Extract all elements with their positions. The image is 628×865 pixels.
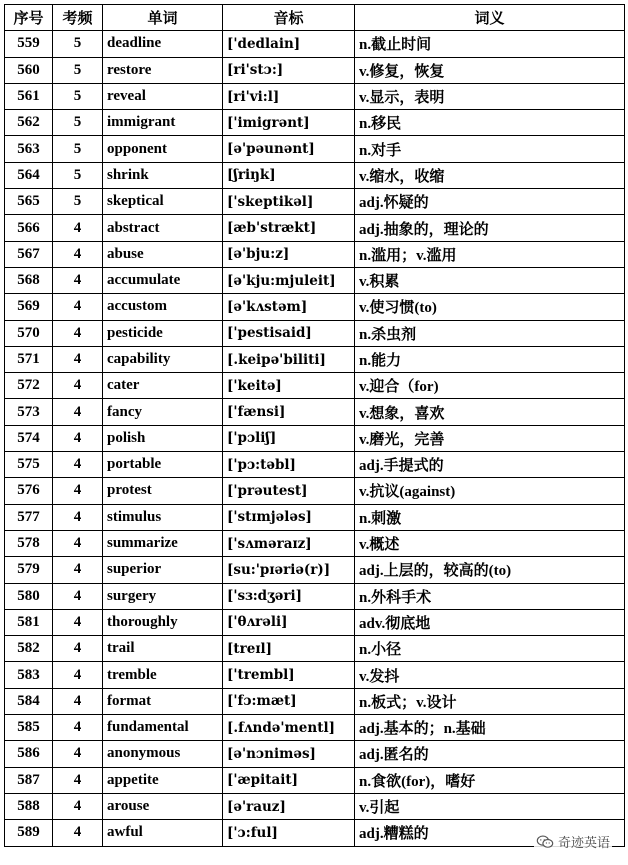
row-frequency: 4 [53,557,103,583]
row-frequency: 4 [53,688,103,714]
row-number: 559 [5,31,53,57]
table-row [5,636,625,662]
row-number: 562 [5,110,53,136]
row-frequency: 4 [53,636,103,662]
row-frequency: 4 [53,320,103,346]
row-frequency: 4 [53,373,103,399]
row-frequency: 4 [53,241,103,267]
row-meaning: v.磨光，完善 [355,425,625,451]
row-number: 578 [5,530,53,556]
row-number: 585 [5,715,53,741]
row-meaning: n.杀虫剂 [355,320,625,346]
row-number: 588 [5,793,53,819]
table-row [5,57,625,83]
row-word: thoroughly [103,609,223,635]
row-number: 574 [5,425,53,451]
row-word: trail [103,636,223,662]
table-body [5,31,625,846]
table-row [5,583,625,609]
row-phonetic: ['stɪmjələs] [223,504,355,530]
row-word: polish [103,425,223,451]
row-frequency: 4 [53,662,103,688]
row-phonetic: [ə'bju:z] [223,241,355,267]
table-row [5,83,625,109]
row-number: 563 [5,136,53,162]
row-word: surgery [103,583,223,609]
row-frequency: 4 [53,609,103,635]
row-number: 581 [5,609,53,635]
row-number: 571 [5,346,53,372]
row-word: awful [103,820,223,846]
table-row [5,820,625,846]
row-meaning: n.对手 [355,136,625,162]
row-meaning: adj.基本的；n.基础 [355,715,625,741]
row-meaning: adj.抽象的，理论的 [355,215,625,241]
row-phonetic: ['fɔ:mæt] [223,688,355,714]
row-meaning: v.迎合（for) [355,373,625,399]
row-meaning: n.能力 [355,346,625,372]
table-row [5,110,625,136]
row-number: 587 [5,767,53,793]
row-word: arouse [103,793,223,819]
table-row [5,267,625,293]
row-number: 580 [5,583,53,609]
table-row [5,189,625,215]
table-row [5,530,625,556]
table-row [5,241,625,267]
table-row [5,557,625,583]
watermark-text: 奇迹英语 [557,836,610,851]
row-meaning: v.发抖 [355,662,625,688]
row-phonetic: ['sʌməraɪz] [223,530,355,556]
row-phonetic: [ə'kʌstəm] [223,294,355,320]
row-word: protest [103,478,223,504]
row-frequency: 4 [53,504,103,530]
row-meaning: v.使习惯(to) [355,294,625,320]
table-row [5,478,625,504]
row-meaning: n.滥用；v.滥用 [355,241,625,267]
row-frequency: 5 [53,110,103,136]
row-meaning: v.积累 [355,267,625,293]
row-number: 566 [5,215,53,241]
row-phonetic: [.keipə'biliti] [223,346,355,372]
row-meaning: n.板式；v.设计 [355,688,625,714]
row-number: 561 [5,83,53,109]
wechat-icon [536,835,554,849]
table-row [5,162,625,188]
table-row [5,741,625,767]
row-phonetic: ['sɜ:dʒəri] [223,583,355,609]
row-phonetic: ['æpitait] [223,767,355,793]
row-meaning: adj.匿名的 [355,741,625,767]
row-phonetic: ['fænsi] [223,399,355,425]
table-row [5,715,625,741]
row-word: immigrant [103,110,223,136]
row-phonetic: [ə'rauz] [223,793,355,819]
row-number: 583 [5,662,53,688]
row-number: 576 [5,478,53,504]
row-phonetic: [ri'stɔ:] [223,57,355,83]
row-number: 589 [5,820,53,846]
table-row [5,793,625,819]
row-number: 560 [5,57,53,83]
row-word: shrink [103,162,223,188]
table-row [5,346,625,372]
row-frequency: 4 [53,583,103,609]
row-phonetic: ['keitə] [223,373,355,399]
row-frequency: 4 [53,452,103,478]
row-phonetic: [ə'kju:mjuleit] [223,267,355,293]
row-word: cater [103,373,223,399]
table-row [5,399,625,425]
table-row [5,136,625,162]
row-word: summarize [103,530,223,556]
table-header-row [5,5,625,31]
row-frequency: 4 [53,425,103,451]
row-meaning: v.概述 [355,530,625,556]
row-word: format [103,688,223,714]
row-frequency: 4 [53,215,103,241]
row-number: 584 [5,688,53,714]
table-row [5,609,625,635]
row-meaning: v.引起 [355,793,625,819]
row-word: abstract [103,215,223,241]
row-word: deadline [103,31,223,57]
row-phonetic: ['dedlain] [223,31,355,57]
row-phonetic: ['θʌrəli] [223,609,355,635]
row-meaning: adv.彻底地 [355,609,625,635]
table-row [5,688,625,714]
row-meaning: v.缩水，收缩 [355,162,625,188]
row-word: fundamental [103,715,223,741]
row-number: 577 [5,504,53,530]
table-row [5,767,625,793]
header-frequency: 考频 [53,5,103,31]
row-meaning: v.修复，恢复 [355,57,625,83]
row-number: 568 [5,267,53,293]
row-meaning: adj.手提式的 [355,452,625,478]
row-meaning: n.刺激 [355,504,625,530]
row-phonetic: ['trembl] [223,662,355,688]
row-word: abuse [103,241,223,267]
row-number: 575 [5,452,53,478]
row-phonetic: [ʃriŋk] [223,162,355,188]
row-phonetic: ['skeptikəl] [223,189,355,215]
row-frequency: 5 [53,57,103,83]
table-row [5,504,625,530]
header-meaning: 词义 [355,5,625,31]
table-row [5,294,625,320]
row-frequency: 4 [53,741,103,767]
row-phonetic: ['prəutest] [223,478,355,504]
row-number: 579 [5,557,53,583]
row-meaning: adj.怀疑的 [355,189,625,215]
row-frequency: 4 [53,399,103,425]
row-meaning: adj.上层的，较高的(to) [355,557,625,583]
row-phonetic: ['imigrənt] [223,110,355,136]
row-phonetic: [æb'strækt] [223,215,355,241]
row-phonetic: [ə'pəunənt] [223,136,355,162]
row-meaning: n.食欲(for)，嗜好 [355,767,625,793]
header-word: 单词 [103,5,223,31]
row-meaning: n.截止时间 [355,31,625,57]
row-number: 569 [5,294,53,320]
row-number: 586 [5,741,53,767]
row-word: superior [103,557,223,583]
row-meaning: n.移民 [355,110,625,136]
row-phonetic: [ri'vi:l] [223,83,355,109]
row-number: 567 [5,241,53,267]
row-frequency: 4 [53,530,103,556]
row-number: 570 [5,320,53,346]
row-frequency: 5 [53,189,103,215]
row-word: accustom [103,294,223,320]
row-frequency: 4 [53,267,103,293]
row-meaning: n.外科手术 [355,583,625,609]
table-row [5,373,625,399]
row-phonetic: ['ɔ:ful] [223,820,355,846]
row-word: appetite [103,767,223,793]
row-word: reveal [103,83,223,109]
row-frequency: 4 [53,767,103,793]
row-meaning: adj.糟糕的 [355,820,625,846]
row-frequency: 4 [53,294,103,320]
header-phonetic: 音标 [223,5,355,31]
row-frequency: 4 [53,820,103,846]
table-row [5,215,625,241]
row-word: portable [103,452,223,478]
row-phonetic: [ə'nɔnimәs] [223,741,355,767]
row-number: 564 [5,162,53,188]
row-number: 565 [5,189,53,215]
row-frequency: 4 [53,346,103,372]
row-frequency: 5 [53,83,103,109]
row-word: restore [103,57,223,83]
watermark [534,832,612,851]
row-word: tremble [103,662,223,688]
row-phonetic: ['pɔ:təbl] [223,452,355,478]
table-row [5,31,625,57]
table-row [5,452,625,478]
row-phonetic: [su:'pɪəriə(r)] [223,557,355,583]
row-phonetic: ['pestisaid] [223,320,355,346]
table-row [5,425,625,451]
row-meaning: v.想象，喜欢 [355,399,625,425]
row-meaning: n.小径 [355,636,625,662]
row-word: pesticide [103,320,223,346]
row-frequency: 5 [53,31,103,57]
row-frequency: 5 [53,136,103,162]
row-word: accumulate [103,267,223,293]
row-frequency: 4 [53,715,103,741]
row-phonetic: [.fʌndə'mentl] [223,715,355,741]
vocabulary-table [4,4,625,847]
row-frequency: 4 [53,793,103,819]
row-number: 582 [5,636,53,662]
header-number: 序号 [5,5,53,31]
row-number: 572 [5,373,53,399]
row-word: capability [103,346,223,372]
row-frequency: 4 [53,478,103,504]
table-row [5,662,625,688]
row-phonetic: ['pɔliʃ] [223,425,355,451]
row-word: fancy [103,399,223,425]
row-frequency: 5 [53,162,103,188]
row-meaning: v.抗议(against) [355,478,625,504]
table-row [5,320,625,346]
row-number: 573 [5,399,53,425]
row-phonetic: [treɪl] [223,636,355,662]
row-word: skeptical [103,189,223,215]
row-word: anonymous [103,741,223,767]
row-word: opponent [103,136,223,162]
row-meaning: v.显示，表明 [355,83,625,109]
row-word: stimulus [103,504,223,530]
